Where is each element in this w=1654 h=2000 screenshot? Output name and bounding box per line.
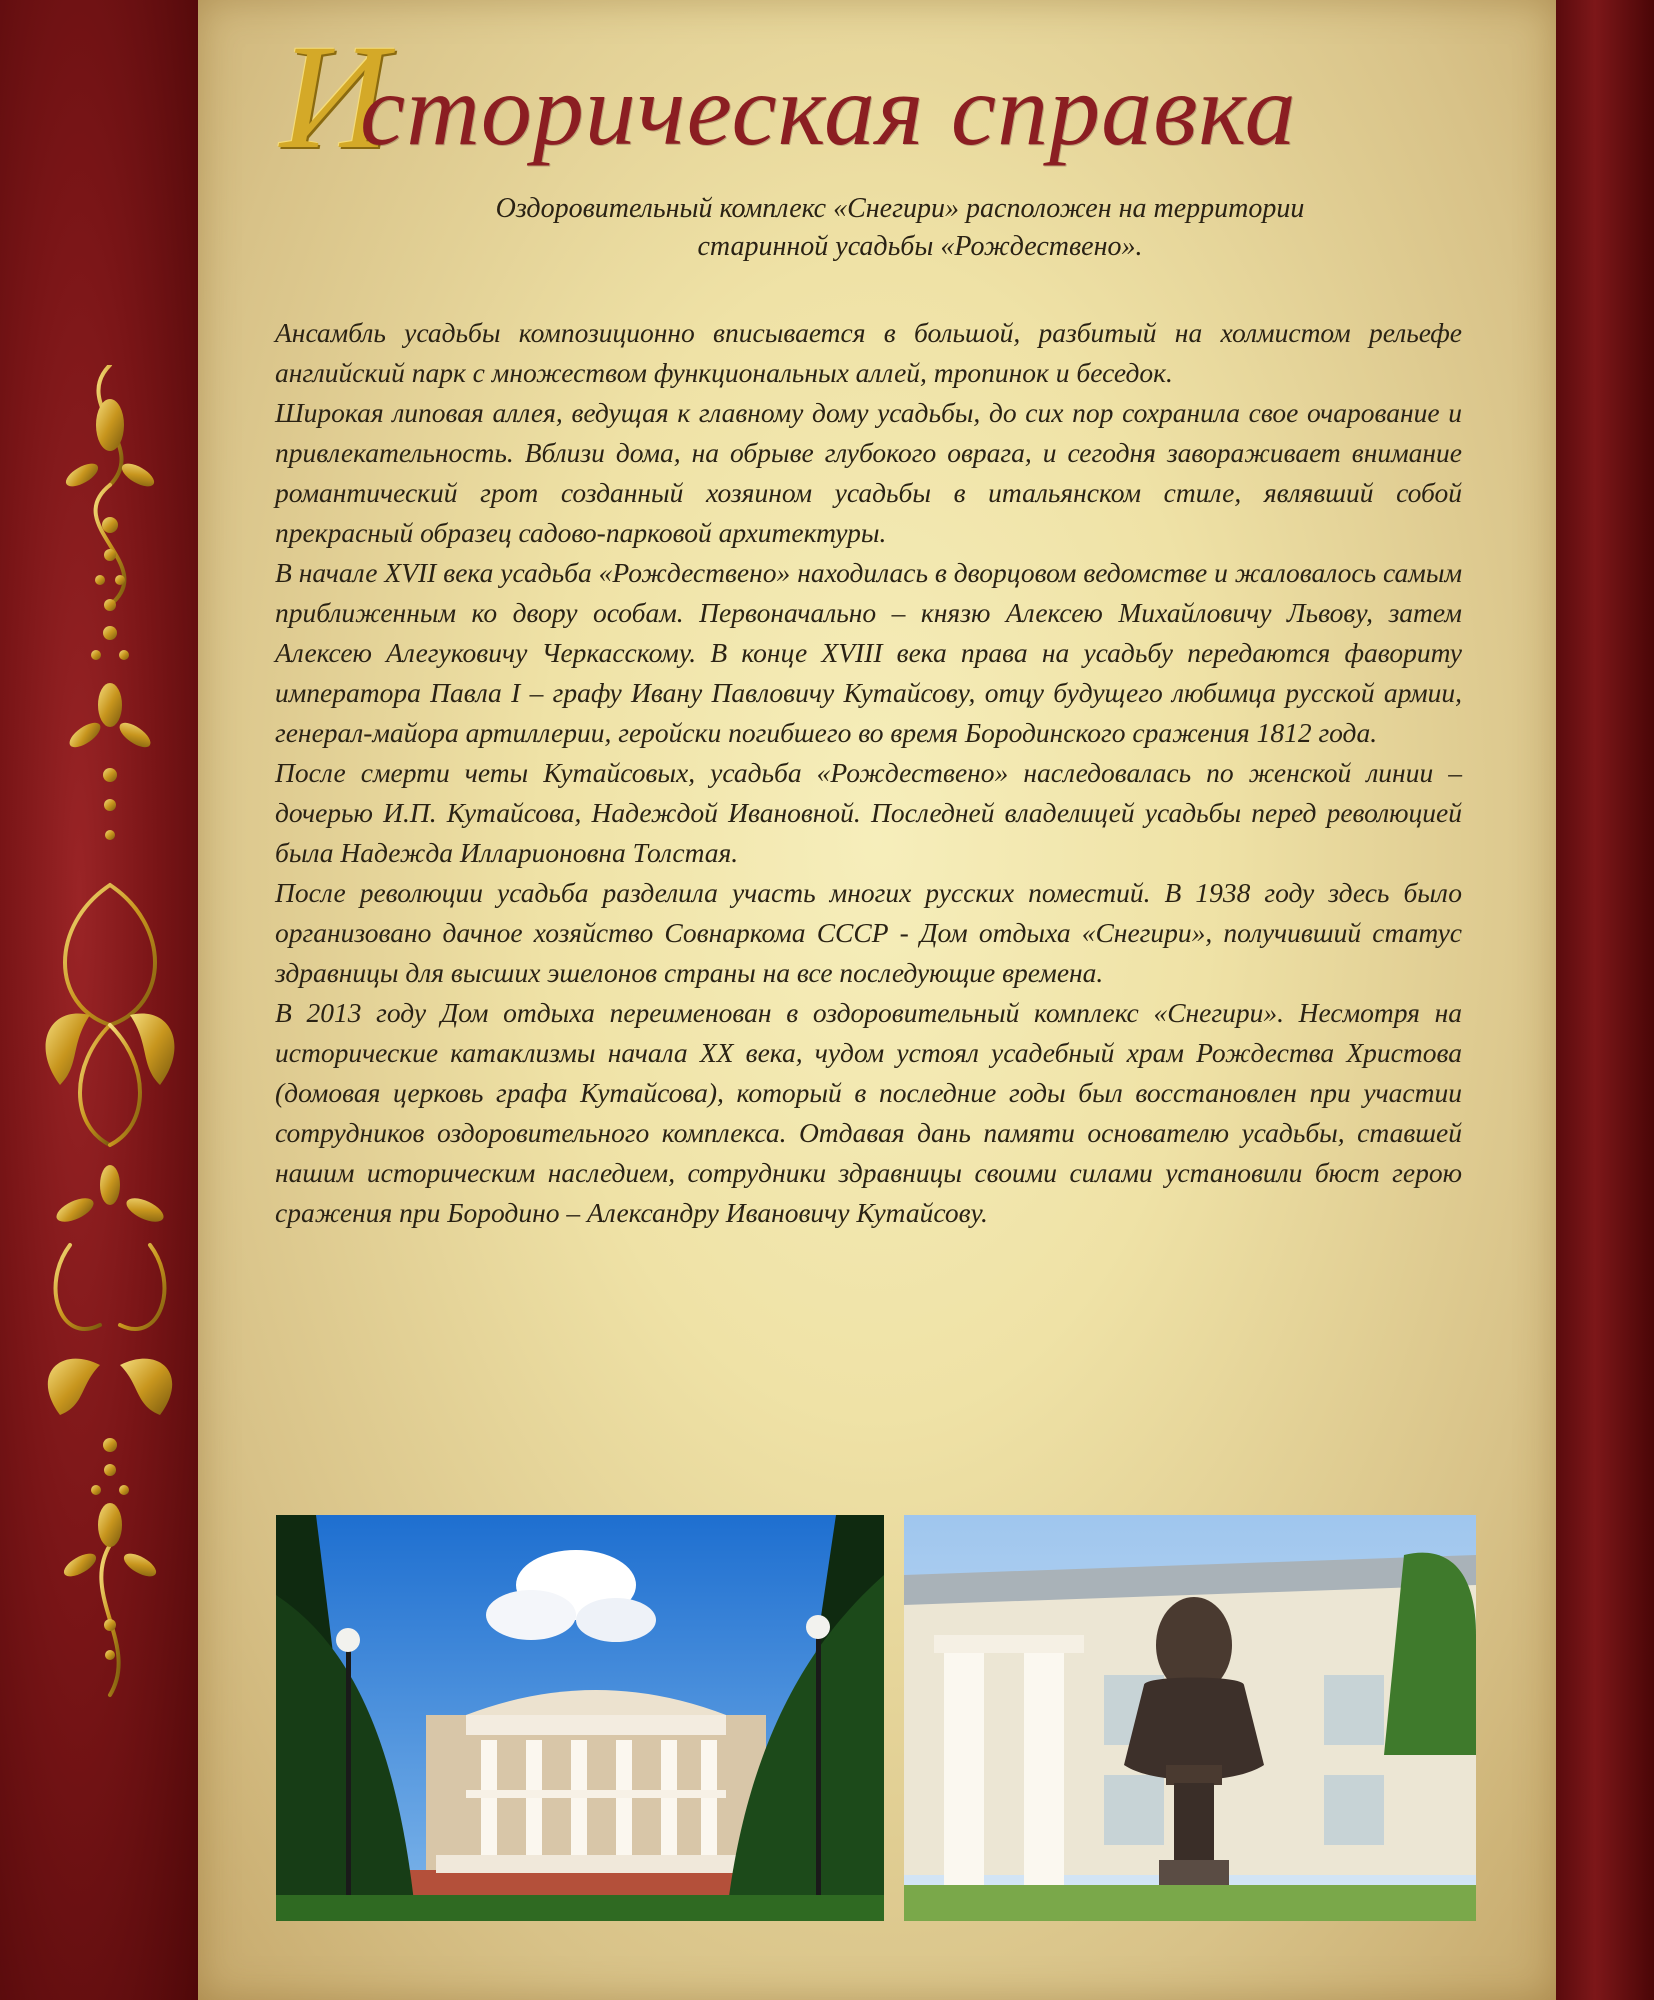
intro-line-2: старинной усадьбы «Рождествено».	[697, 231, 1143, 262]
title-text: сторическая справка	[360, 54, 1297, 167]
paragraph: После революции усадьба разделила участь многих русских поместий. В 1938 году здесь было организовано дачное хозяйство Совнаркома СССР - Дом отдыха «Снегири», получивший статус здравницы для высших эшелонов страны на все последующие времена.	[275, 877, 1462, 988]
title-initial: И	[280, 14, 389, 180]
paragraph: В 2013 году Дом отдыха переименован в оздоровительный комплекс «Снегири». Несмотря на исторические катаклизмы начала XX века, чудом устоял усадебный храм Рождества Христова (домовая церковь графа Кутайсова), который в последние годы был восстановлен при участии сотрудников оздоровительного комплекса. Отдавая дань памяти основателю усадьбы, ставшей нашим историческим наследием, сотрудники здравницы своими силами установили бюст герою сражения при Бородино – Александру Ивановичу Кутайсову.	[275, 997, 1462, 1228]
paragraph: Широкая липовая аллея, ведущая к главному дому усадьбы, до сих пор сохранила свое очарование и привлекательность. Вблизи дома, на обрыве глубокого оврага, и сегодня завораживает внимание романтический грот созданный хозяином усадьбы в итальянском стиле, являвший собой прекрасный образец садово-парковой архитектуры.	[275, 397, 1462, 548]
right-red-border	[1556, 0, 1654, 2000]
page-title	[280, 14, 1460, 182]
manor-house-photo	[276, 1515, 884, 1921]
intro-line-1: Оздоровительный комплекс «Снегири» расположен на территории	[495, 193, 1305, 224]
body-text	[275, 313, 1462, 1233]
paragraph: В начале XVII века усадьба «Рождествено» находилась в дворцовом ведомстве и жаловалось самым приближенным ко двору особам. Первоначально – князю Алексею Михайловичу Львову, затем Алексею Алегуковичу Черкасскому. В конце XVIII века права на усадьбу передаются фавориту императора Павла I – графу Ивану Павловичу Кутайсову, отцу будущего любимца русской армии, генерал-майора артиллерии, геройски погибшего во время Бородинского сражения 1812 года.	[275, 557, 1462, 748]
gold-filigree-ornament	[30, 365, 190, 1705]
bust-monument-photo	[904, 1515, 1476, 1921]
intro-text	[420, 190, 1420, 266]
paragraph: Ансамбль усадьбы композиционно вписывается в большой, разбитый на холмистом рельефе английский парк с множеством функциональных аллей, тропинок и беседок.	[275, 317, 1462, 388]
paragraph: После смерти четы Кутайсовых, усадьба «Рождествено» наследовалась по женской линии – дочерью И.П. Кутайсова, Надеждой Ивановной. Последней владелицей усадьбы перед революцией была Надежда Илларионовна Толстая.	[275, 757, 1462, 868]
